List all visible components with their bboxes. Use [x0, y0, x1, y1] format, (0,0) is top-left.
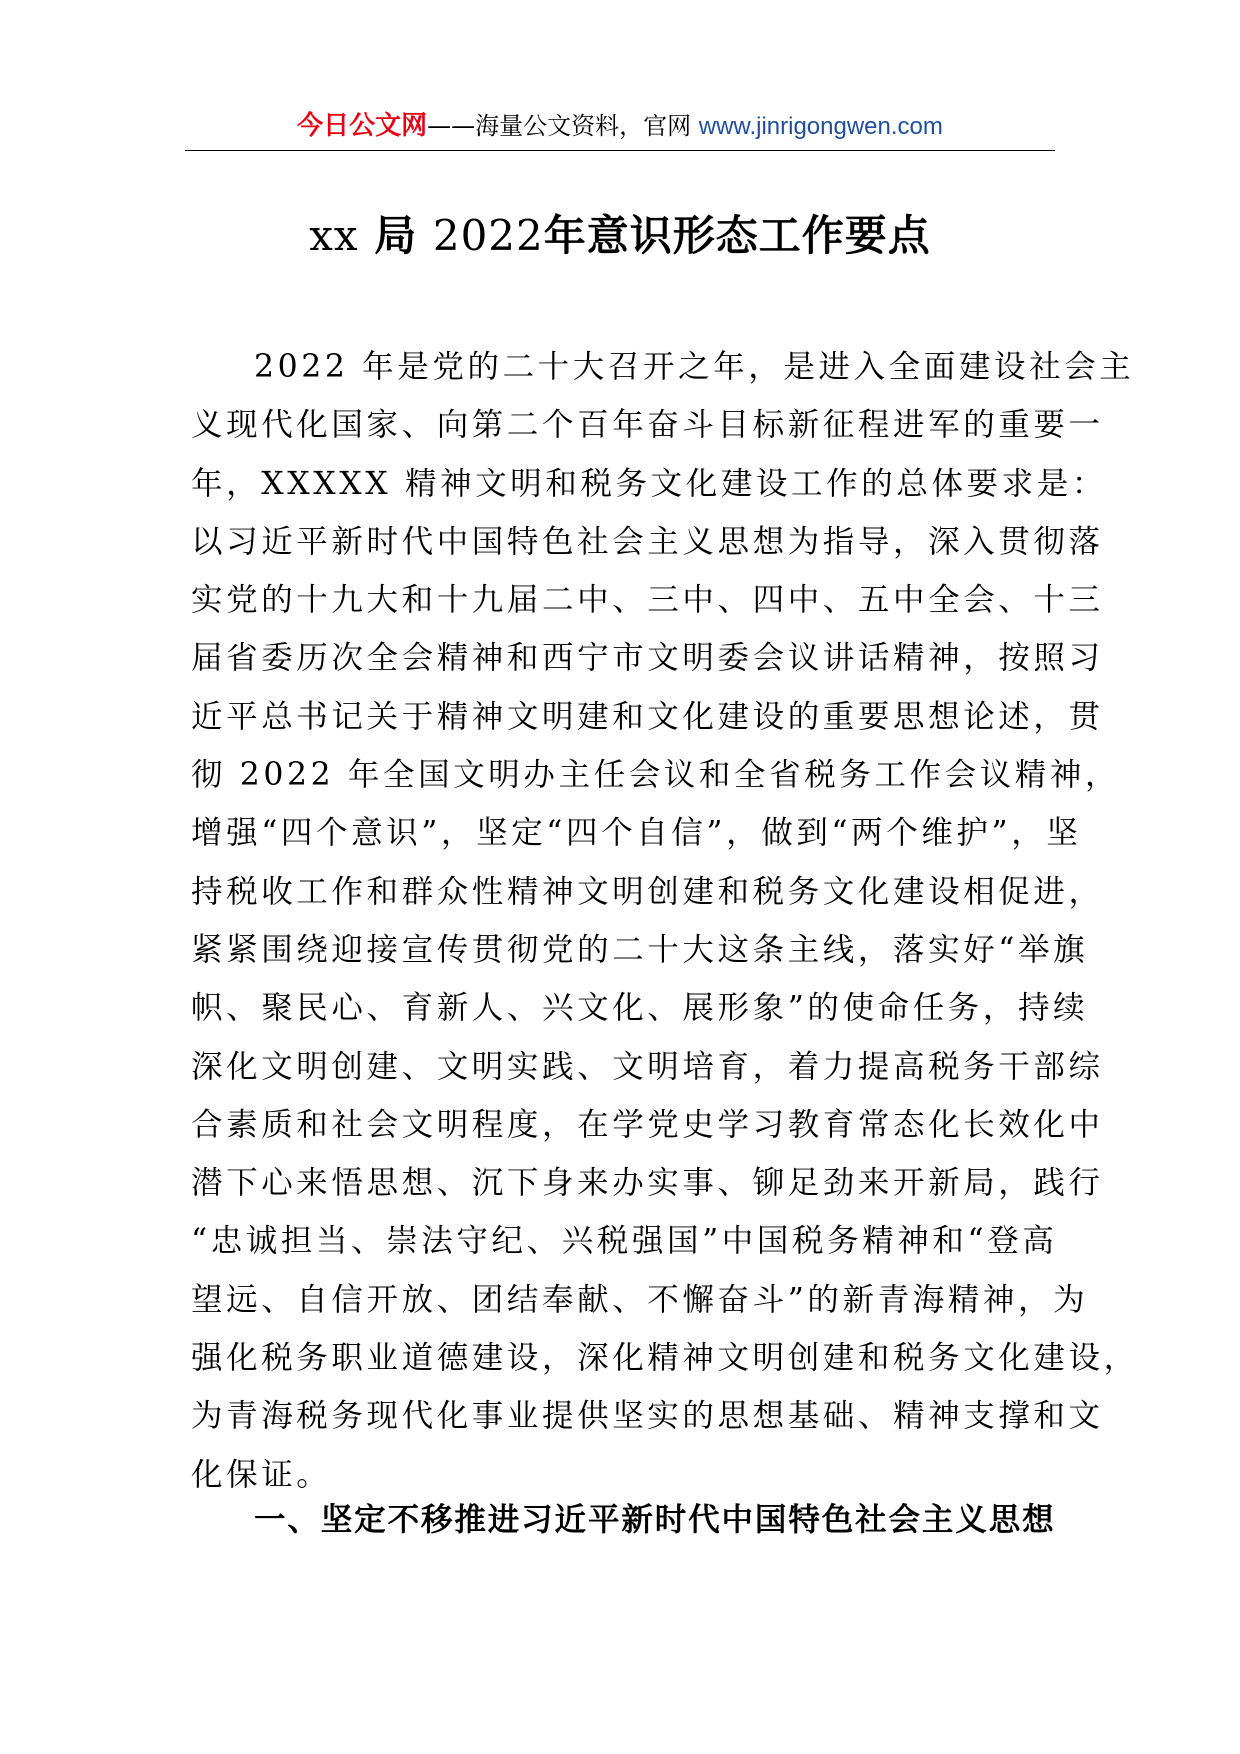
body-line: 深化文明创建、文明实践、文明培育，着力提高税务干部综 — [191, 1048, 1104, 1085]
body-line: 彻 2022 年全国文明办主任会议和全省税务工作会议精神， — [191, 757, 1121, 794]
body-line: 近平总书记关于精神文明建和文化建设的重要思想论述，贯 — [191, 698, 1104, 735]
body-line: 为青海税务现代化事业提供坚实的思想基础、精神支撑和文 — [191, 1398, 1104, 1435]
body-line: 年，XXXXX 精神文明和税务文化建设工作的总体要求是： — [191, 465, 1107, 502]
body-line: 以习近平新时代中国特色社会主义思想为指导，深入贯彻落 — [191, 523, 1104, 560]
body-line: 帜、聚民心、育新人、兴文化、展形象”的使命任务，持续 — [191, 990, 1089, 1027]
body-line: 合素质和社会文明程度，在学党史学习教育常态化长效化中 — [191, 1106, 1104, 1143]
title-main: 局 — [374, 211, 418, 260]
site-header — [185, 104, 1055, 148]
body-paragraph — [191, 338, 1139, 1504]
body-line: 紧紧围绕迎接宣传贯彻党的二十大这条主线，落实好“举旗 — [191, 931, 1089, 968]
body-line: 化保证。 — [191, 1456, 332, 1493]
title-suffix: 年意识形态工作要点 — [543, 211, 931, 260]
body-line: 届省委历次全会精神和西宁市文明委会议讲话精神，按照习 — [191, 640, 1104, 677]
body-line: 实党的十九大和十九届二中、三中、四中、五中全会、十三 — [191, 582, 1104, 619]
site-tagline: ——海量公文资料，官网 — [427, 112, 699, 140]
body-line: “忠诚担当、崇法守纪、兴税强国”中国税务精神和“登高 — [191, 1223, 1058, 1260]
header-divider — [185, 150, 1055, 151]
title-year: 2022 — [432, 211, 544, 260]
body-line: 潜下心来悟思想、沉下身来办实事、铆足劲来开新局，践行 — [191, 1165, 1104, 1202]
body-line: 持税收工作和群众性精神文明创建和税务文化建设相促进， — [191, 873, 1104, 910]
body-line: 2022 年是党的二十大召开之年，是进入全面建设社会主 — [254, 349, 1135, 385]
body-line: 强化税务职业道德建设，深化精神文明创建和税务文化建设， — [191, 1340, 1139, 1377]
section-heading: 一、坚定不移推进习近平新时代中国特色社会主义思想 — [254, 1502, 1055, 1538]
body-line: 增强“四个意识”，坚定“四个自信”，做到“两个维护”，坚 — [191, 815, 1082, 852]
site-brand: 今日公文网 — [297, 111, 428, 141]
body-line: 义现代化国家、向第二个百年奋斗目标新征程进军的重要一 — [191, 407, 1104, 444]
document-title — [0, 208, 1240, 264]
body-line: 望远、自信开放、团结奉献、不懈奋斗”的新青海精神，为 — [191, 1281, 1089, 1318]
site-url-link[interactable]: www.jinrigongwen.com — [698, 113, 943, 140]
title-prefix: xx — [309, 211, 359, 260]
